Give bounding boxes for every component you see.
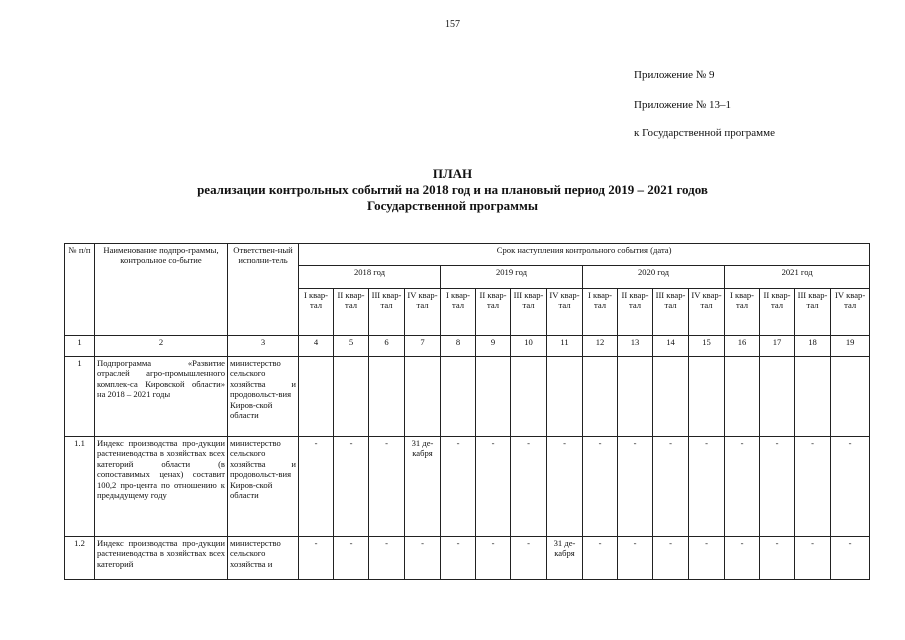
column-number: 17 xyxy=(760,336,795,357)
row-date-cell: - xyxy=(369,437,405,537)
header-year-2020: 2020 год xyxy=(583,266,725,289)
row-name: Индекс производства про-дукции растениеводства в хозяйствах всех категорий xyxy=(95,537,228,580)
document-title xyxy=(0,166,905,214)
header-quarter: I квар-тал xyxy=(441,289,476,336)
row-responsible: министерство сельского хозяйства и продовольст-вия Киров-ской области xyxy=(228,437,299,537)
row-date-cell xyxy=(547,357,583,437)
header-quarter: IV квар-тал xyxy=(689,289,725,336)
header-responsible: Ответствен-ный исполни-тель xyxy=(228,244,299,336)
row-date-cell: - xyxy=(547,437,583,537)
header-year-2019: 2019 год xyxy=(441,266,583,289)
row-date-cell xyxy=(689,357,725,437)
row-date-cell: - xyxy=(441,537,476,580)
row-date-cell xyxy=(583,357,618,437)
column-number: 1 xyxy=(65,336,95,357)
row-date-cell xyxy=(795,357,831,437)
row-date-cell: - xyxy=(511,537,547,580)
column-number: 12 xyxy=(583,336,618,357)
row-date-cell xyxy=(405,357,441,437)
row-num: 1 xyxy=(65,357,95,437)
row-date-cell: - xyxy=(334,537,369,580)
column-number: 3 xyxy=(228,336,299,357)
table-row xyxy=(65,357,870,437)
column-number: 5 xyxy=(334,336,369,357)
title-line-2: реализации контрольных событий на 2018 год и на плановый период 2019 – 2021 годов xyxy=(197,182,708,197)
row-date-cell: - xyxy=(831,537,870,580)
header-period: Срок наступления контрольного события (дата) xyxy=(299,244,870,266)
row-responsible: министерство сельского хозяйства и продовольст-вия Киров-ской области xyxy=(228,357,299,437)
header-name: Наименование подпро-граммы, контрольное со-бытие xyxy=(95,244,228,336)
header-year-2018: 2018 год xyxy=(299,266,441,289)
header-quarter: III квар-тал xyxy=(511,289,547,336)
header-quarter: II квар-тал xyxy=(618,289,653,336)
row-date-cell: - xyxy=(583,537,618,580)
row-date-cell: - xyxy=(725,537,760,580)
column-number: 19 xyxy=(831,336,870,357)
header-quarter: IV квар-тал xyxy=(405,289,441,336)
row-date-cell: - xyxy=(334,437,369,537)
row-date-cell: - xyxy=(689,537,725,580)
row-date-cell: - xyxy=(369,537,405,580)
column-number: 9 xyxy=(476,336,511,357)
column-number: 10 xyxy=(511,336,547,357)
header-quarter: III квар-тал xyxy=(795,289,831,336)
row-responsible: министерство сельского хозяйства и xyxy=(228,537,299,580)
table-row xyxy=(65,537,870,580)
column-number: 11 xyxy=(547,336,583,357)
row-name: Подпрограмма «Развитие отраслей агро-промышленного комплек-са Кировской области» на 2018 – 2021 годы xyxy=(95,357,228,437)
row-date-cell: 31 де-кабря xyxy=(405,437,441,537)
column-number: 8 xyxy=(441,336,476,357)
table-row xyxy=(65,437,870,537)
row-date-cell: - xyxy=(618,537,653,580)
row-date-cell xyxy=(334,357,369,437)
header-quarter: II квар-тал xyxy=(760,289,795,336)
header-quarter: IV квар-тал xyxy=(547,289,583,336)
row-date-cell xyxy=(831,357,870,437)
row-date-cell xyxy=(760,357,795,437)
row-date-cell: - xyxy=(653,537,689,580)
appendix-line-3: к Государственной программе xyxy=(634,127,775,139)
row-num: 1.2 xyxy=(65,537,95,580)
row-date-cell: - xyxy=(760,437,795,537)
appendix-line-1: Приложение № 9 xyxy=(634,69,715,81)
row-date-cell: - xyxy=(795,537,831,580)
row-date-cell: 31 де-кабря xyxy=(547,537,583,580)
row-date-cell: - xyxy=(299,537,334,580)
row-date-cell xyxy=(511,357,547,437)
row-date-cell: - xyxy=(653,437,689,537)
row-date-cell: - xyxy=(405,537,441,580)
column-number: 7 xyxy=(405,336,441,357)
header-quarter: I квар-тал xyxy=(725,289,760,336)
title-line-3: Государственной программы xyxy=(366,198,539,213)
header-quarter: I квар-тал xyxy=(299,289,334,336)
header-quarter: II квар-тал xyxy=(334,289,369,336)
column-number: 18 xyxy=(795,336,831,357)
row-date-cell xyxy=(725,357,760,437)
row-date-cell: - xyxy=(299,437,334,537)
column-number: 14 xyxy=(653,336,689,357)
header-quarter: III квар-тал xyxy=(369,289,405,336)
column-number: 6 xyxy=(369,336,405,357)
row-date-cell: - xyxy=(795,437,831,537)
row-date-cell: - xyxy=(476,437,511,537)
column-number: 16 xyxy=(725,336,760,357)
row-date-cell xyxy=(653,357,689,437)
header-quarter: II квар-тал xyxy=(476,289,511,336)
row-date-cell: - xyxy=(511,437,547,537)
row-date-cell: - xyxy=(760,537,795,580)
row-date-cell: - xyxy=(441,437,476,537)
column-number: 13 xyxy=(618,336,653,357)
header-num: № п/п xyxy=(65,244,95,336)
row-date-cell: - xyxy=(583,437,618,537)
header-quarter: IV квар-тал xyxy=(831,289,870,336)
row-date-cell: - xyxy=(689,437,725,537)
appendix-line-2: Приложение № 13–1 xyxy=(634,99,732,111)
column-number: 2 xyxy=(95,336,228,357)
row-date-cell xyxy=(476,357,511,437)
title-line-1: ПЛАН xyxy=(432,166,473,181)
row-date-cell: - xyxy=(725,437,760,537)
events-plan-table xyxy=(64,243,870,580)
page-number: 157 xyxy=(445,19,460,30)
row-date-cell xyxy=(369,357,405,437)
column-number: 4 xyxy=(299,336,334,357)
row-date-cell xyxy=(618,357,653,437)
row-date-cell: - xyxy=(831,437,870,537)
column-number: 15 xyxy=(689,336,725,357)
row-date-cell: - xyxy=(618,437,653,537)
row-name: Индекс производства про-дукции растениеводства в хозяйствах всех категорий области (в сопоставимых ценах) составит 100,2 про-цента по отношению к предыдущему году xyxy=(95,437,228,537)
header-quarter: III квар-тал xyxy=(653,289,689,336)
row-num: 1.1 xyxy=(65,437,95,537)
row-date-cell xyxy=(299,357,334,437)
header-quarter: I квар-тал xyxy=(583,289,618,336)
header-year-2021: 2021 год xyxy=(725,266,870,289)
row-date-cell: - xyxy=(476,537,511,580)
row-date-cell xyxy=(441,357,476,437)
